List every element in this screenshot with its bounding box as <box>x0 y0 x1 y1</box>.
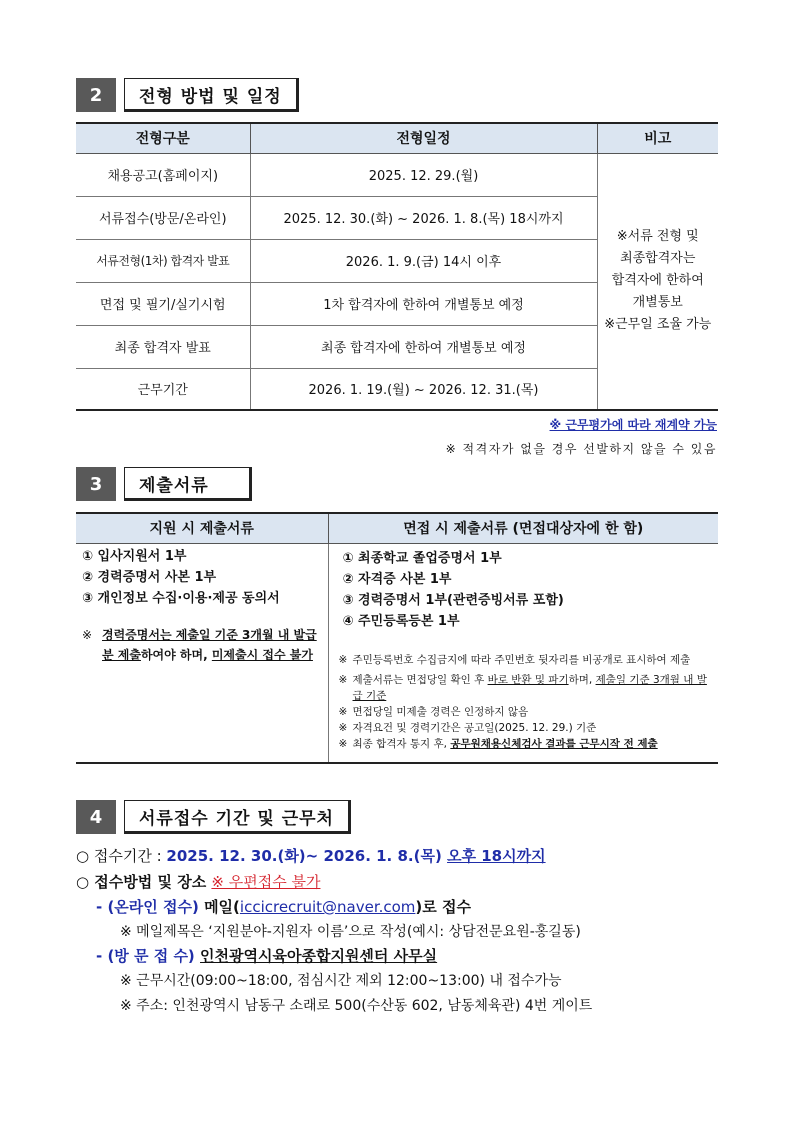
list-item: ① 최종학교 졸업증명서 1부 <box>342 550 502 566</box>
schedule-cell: 2025. 12. 30.(화) ~ 2026. 1. 8.(목) 18시까지 <box>250 196 597 239</box>
section-2-heading <box>76 78 299 114</box>
list-item: ③ 개인정보 수집·이용·제공 동의서 <box>82 590 280 606</box>
visit-submission: - (방 문 접 수) 인천광역시육아종합지원센터 사무실 <box>96 947 438 965</box>
remark-line: 합격자에 한하여 <box>611 273 704 289</box>
remark-cell <box>597 153 718 410</box>
interview-note: ※ 자격요건 및 경력기간은 공고일(2025. 12. 29.) 기준 <box>338 721 597 734</box>
stage-cell: 채용공고(홈페이지) <box>76 153 250 196</box>
note-underlined: 미제출시 접수 불가 <box>211 647 313 662</box>
section-title: 전형 방법 및 일정 <box>124 78 299 112</box>
schedule-cell: 2026. 1. 19.(월) ~ 2026. 12. 31.(목) <box>250 368 597 410</box>
note-plain: 하여야 하며, <box>140 647 212 662</box>
remark-line: 개별통보 <box>632 295 683 311</box>
schedule-cell: 2026. 1. 9.(금) 14시 이후 <box>250 239 597 282</box>
table-row <box>76 153 718 196</box>
no-candidate-note: ※ 적격자가 없을 경우 선발하지 않을 수 있음 <box>445 442 717 456</box>
email-subject-note: ※ 메일제목은 ‘지원분야-지원자 이름’으로 작성(예시: 상담전문요원-홍길동) <box>120 924 581 940</box>
apply-documents-cell <box>76 543 328 763</box>
list-item: ① 입사지원서 1부 <box>82 548 187 564</box>
schedule-cell: 최종 합격자에 한하여 개별통보 예정 <box>250 325 597 368</box>
list-item: ② 경력증명서 사본 1부 <box>82 569 217 585</box>
note-mark: ※ <box>82 627 93 642</box>
section-number: 3 <box>76 467 116 501</box>
address-note: ※ 주소: 인천광역시 남동구 소래로 500(수산동 602, 남동체육관) 4번 게이트 <box>120 998 593 1014</box>
stage-cell: 최종 합격자 발표 <box>76 325 250 368</box>
remark-line: ※근무일 조율 가능 <box>604 317 712 333</box>
remark-line: ※서류 전형 및 <box>616 229 699 245</box>
interview-note: ※ 제출서류는 면접당일 확인 후 바로 반환 및 파기하며, 제출일 기준 3개월 내 발급 기준 <box>338 673 707 702</box>
table-header-row <box>76 123 718 153</box>
note-text <box>102 625 322 665</box>
interview-note: ※ 주민등록번호 수집금지에 따라 주민번호 뒷자리를 비공개로 표시하여 제출 <box>338 653 691 666</box>
email-link[interactable]: iccicrecruit@naver.com <box>239 898 416 916</box>
column-header: 지원 시 제출서류 <box>76 513 328 543</box>
remark-line: 최종합격자는 <box>620 251 696 267</box>
list-item: ② 자격증 사본 1부 <box>342 571 452 587</box>
online-submission: - (온라인 접수) 메일(iccicrecruit@naver.com)로 접수 <box>96 898 471 916</box>
column-header: 전형구분 <box>76 123 250 153</box>
list-item: ③ 경력증명서 1부(관련증빙서류 포함) <box>342 592 564 608</box>
stage-cell: 근무기간 <box>76 368 250 410</box>
table-row <box>76 543 718 763</box>
submission-period: ○ 접수기간 : 2025. 12. 30.(화)~ 2026. 1. 8.(목) 오후 18시까지 <box>76 847 546 865</box>
stage-cell: 면접 및 필기/실기시험 <box>76 282 250 325</box>
schedule-table <box>76 122 718 411</box>
table-header-row <box>76 513 718 543</box>
renewal-note <box>550 416 717 433</box>
interview-note: ※ 면접당일 미제출 경력은 인정하지 않음 <box>338 705 529 718</box>
column-header: 비고 <box>597 123 718 153</box>
stage-cell: 서류접수(방문/온라인) <box>76 196 250 239</box>
renewal-note-text: ※ 근무평가에 따라 재계약 가능 <box>549 418 717 432</box>
column-header: 전형일정 <box>250 123 597 153</box>
section-3-heading <box>76 467 252 503</box>
schedule-cell: 2025. 12. 29.(월) <box>250 153 597 196</box>
section-number: 4 <box>76 800 116 834</box>
schedule-cell: 1차 합격자에 한하여 개별통보 예정 <box>250 282 597 325</box>
list-item: ④ 주민등록등본 1부 <box>342 613 460 629</box>
section-number: 2 <box>76 78 116 112</box>
apply-note <box>82 625 322 665</box>
interview-note: ※ 최종 합격자 통지 후, 공무원채용신체검사 결과를 근무시작 전 제출 <box>338 737 658 750</box>
interview-documents-cell <box>328 543 718 763</box>
stage-cell: 서류전형(1차) 합격자 발표 <box>76 239 250 282</box>
working-hours-note: ※ 근무시간(09:00~18:00, 점심시간 제외 12:00~13:00) 내 접수가능 <box>120 973 562 989</box>
submission-method: ○ 접수방법 및 장소 ※ 우편접수 불가 <box>76 873 321 891</box>
section-title: 서류접수 기간 및 근무처 <box>124 800 351 834</box>
section-title: 제출서류 <box>124 467 252 501</box>
note-underlined: 경력증명서는 제출일 기준 3개월 내 발급분 제출 <box>102 627 317 662</box>
documents-table <box>76 512 718 764</box>
section-4-heading <box>76 800 351 836</box>
column-header: 면접 시 제출서류 (면접대상자에 한 함) <box>328 513 718 543</box>
